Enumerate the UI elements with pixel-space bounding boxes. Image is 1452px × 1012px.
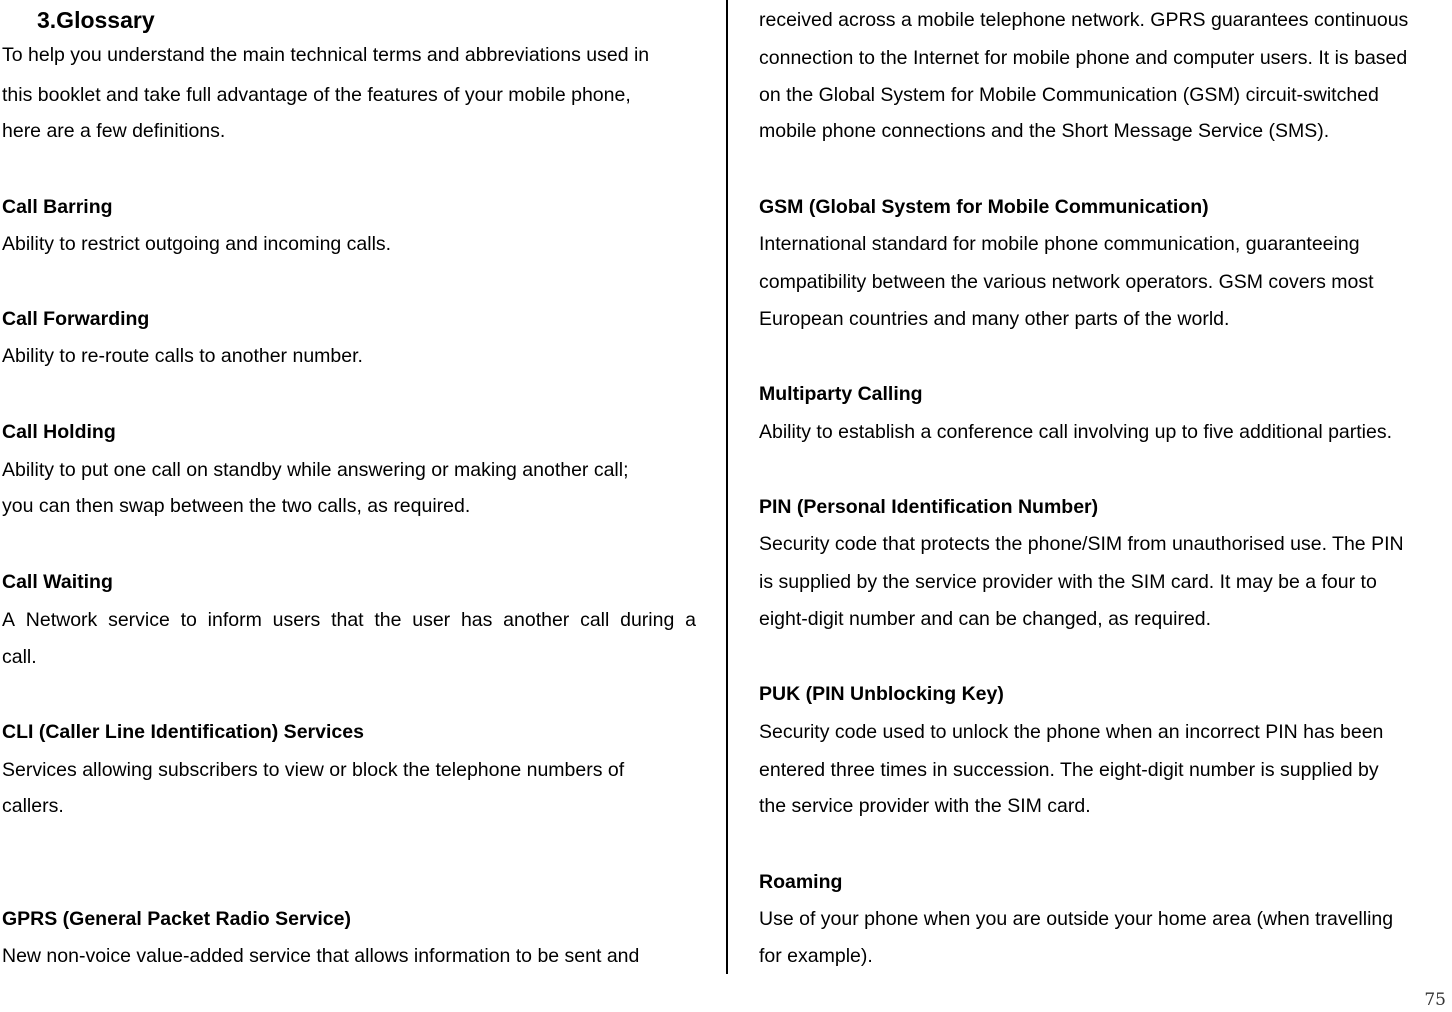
glossary-definition: for example). (759, 945, 873, 967)
glossary-definition-continued: connection to the Internet for mobile phone and computer users. It is based (759, 47, 1408, 69)
glossary-definition: Ability to put one call on standby while answering or making another call; (2, 459, 629, 481)
word: user (412, 609, 451, 631)
glossary-term-roaming: Roaming (759, 871, 843, 893)
glossary-term-puk: PUK (PIN Unblocking Key) (759, 683, 1004, 705)
word: the (374, 609, 402, 631)
glossary-definition: Ability to restrict outgoing and incoming calls. (2, 233, 392, 255)
glossary-definition-justified (2, 608, 696, 632)
word: that (331, 609, 364, 631)
intro-line: this booklet and take full advantage of the features of your mobile phone, (2, 84, 631, 106)
glossary-definition: call. (2, 646, 37, 668)
column-divider (726, 0, 728, 974)
page-number: 75 (1424, 990, 1446, 1010)
word: service (108, 609, 170, 631)
word: has (460, 609, 493, 631)
glossary-definition: you can then swap between the two calls, as required. (2, 495, 471, 517)
glossary-definition: the service provider with the SIM card. (759, 795, 1091, 817)
glossary-definition: European countries and many other parts of the world. (759, 308, 1230, 330)
word: a (685, 609, 696, 631)
word: inform (207, 609, 262, 631)
glossary-definition: International standard for mobile phone communication, guaranteeing (759, 233, 1360, 255)
glossary-definition: New non-voice value-added service that allows information to be sent and (2, 945, 640, 967)
glossary-definition: Services allowing subscribers to view or block the telephone numbers of (2, 759, 625, 781)
glossary-definition-continued: received across a mobile telephone network. GPRS guarantees continuous (759, 9, 1409, 31)
glossary-term-cli: CLI (Caller Line Identification) Services (2, 721, 364, 743)
word: call (580, 609, 610, 631)
glossary-term-call-waiting: Call Waiting (2, 571, 113, 593)
word: during (620, 609, 675, 631)
word: to (180, 609, 197, 631)
glossary-definition: compatibility between the various network operators. GSM covers most (759, 271, 1374, 293)
glossary-term-gsm: GSM (Global System for Mobile Communication) (759, 196, 1209, 218)
glossary-term-call-holding: Call Holding (2, 421, 116, 443)
word: users (272, 609, 321, 631)
glossary-definition: eight-digit number and can be changed, as required. (759, 608, 1212, 630)
word: Network (25, 609, 98, 631)
glossary-definition-continued: mobile phone connections and the Short Message Service (SMS). (759, 120, 1330, 142)
glossary-term-call-forwarding: Call Forwarding (2, 308, 150, 330)
glossary-term-multiparty-calling: Multiparty Calling (759, 383, 923, 405)
glossary-definition: Security code used to unlock the phone when an incorrect PIN has been (759, 721, 1384, 743)
section-title: 3.Glossary (37, 7, 155, 33)
glossary-definition: Ability to establish a conference call involving up to five additional parties. (759, 421, 1393, 443)
word: A (2, 609, 16, 631)
intro-line: To help you understand the main technical terms and abbreviations used in (2, 44, 650, 66)
glossary-definition: Security code that protects the phone/SIM from unauthorised use. The PIN (759, 533, 1404, 555)
glossary-term-pin: PIN (Personal Identification Number) (759, 496, 1099, 518)
glossary-term-call-barring: Call Barring (2, 196, 113, 218)
glossary-definition: entered three times in succession. The eight-digit number is supplied by (759, 759, 1379, 781)
glossary-definition: Use of your phone when you are outside your home area (when travelling (759, 908, 1394, 930)
word: another (503, 609, 570, 631)
glossary-term-gprs: GPRS (General Packet Radio Service) (2, 908, 351, 930)
intro-line: here are a few definitions. (2, 120, 226, 142)
glossary-definition: callers. (2, 795, 64, 817)
glossary-definition-continued: on the Global System for Mobile Communication (GSM) circuit-switched (759, 84, 1379, 106)
glossary-definition: is supplied by the service provider with the SIM card. It may be a four to (759, 571, 1377, 593)
glossary-definition: Ability to re-route calls to another number. (2, 345, 363, 367)
